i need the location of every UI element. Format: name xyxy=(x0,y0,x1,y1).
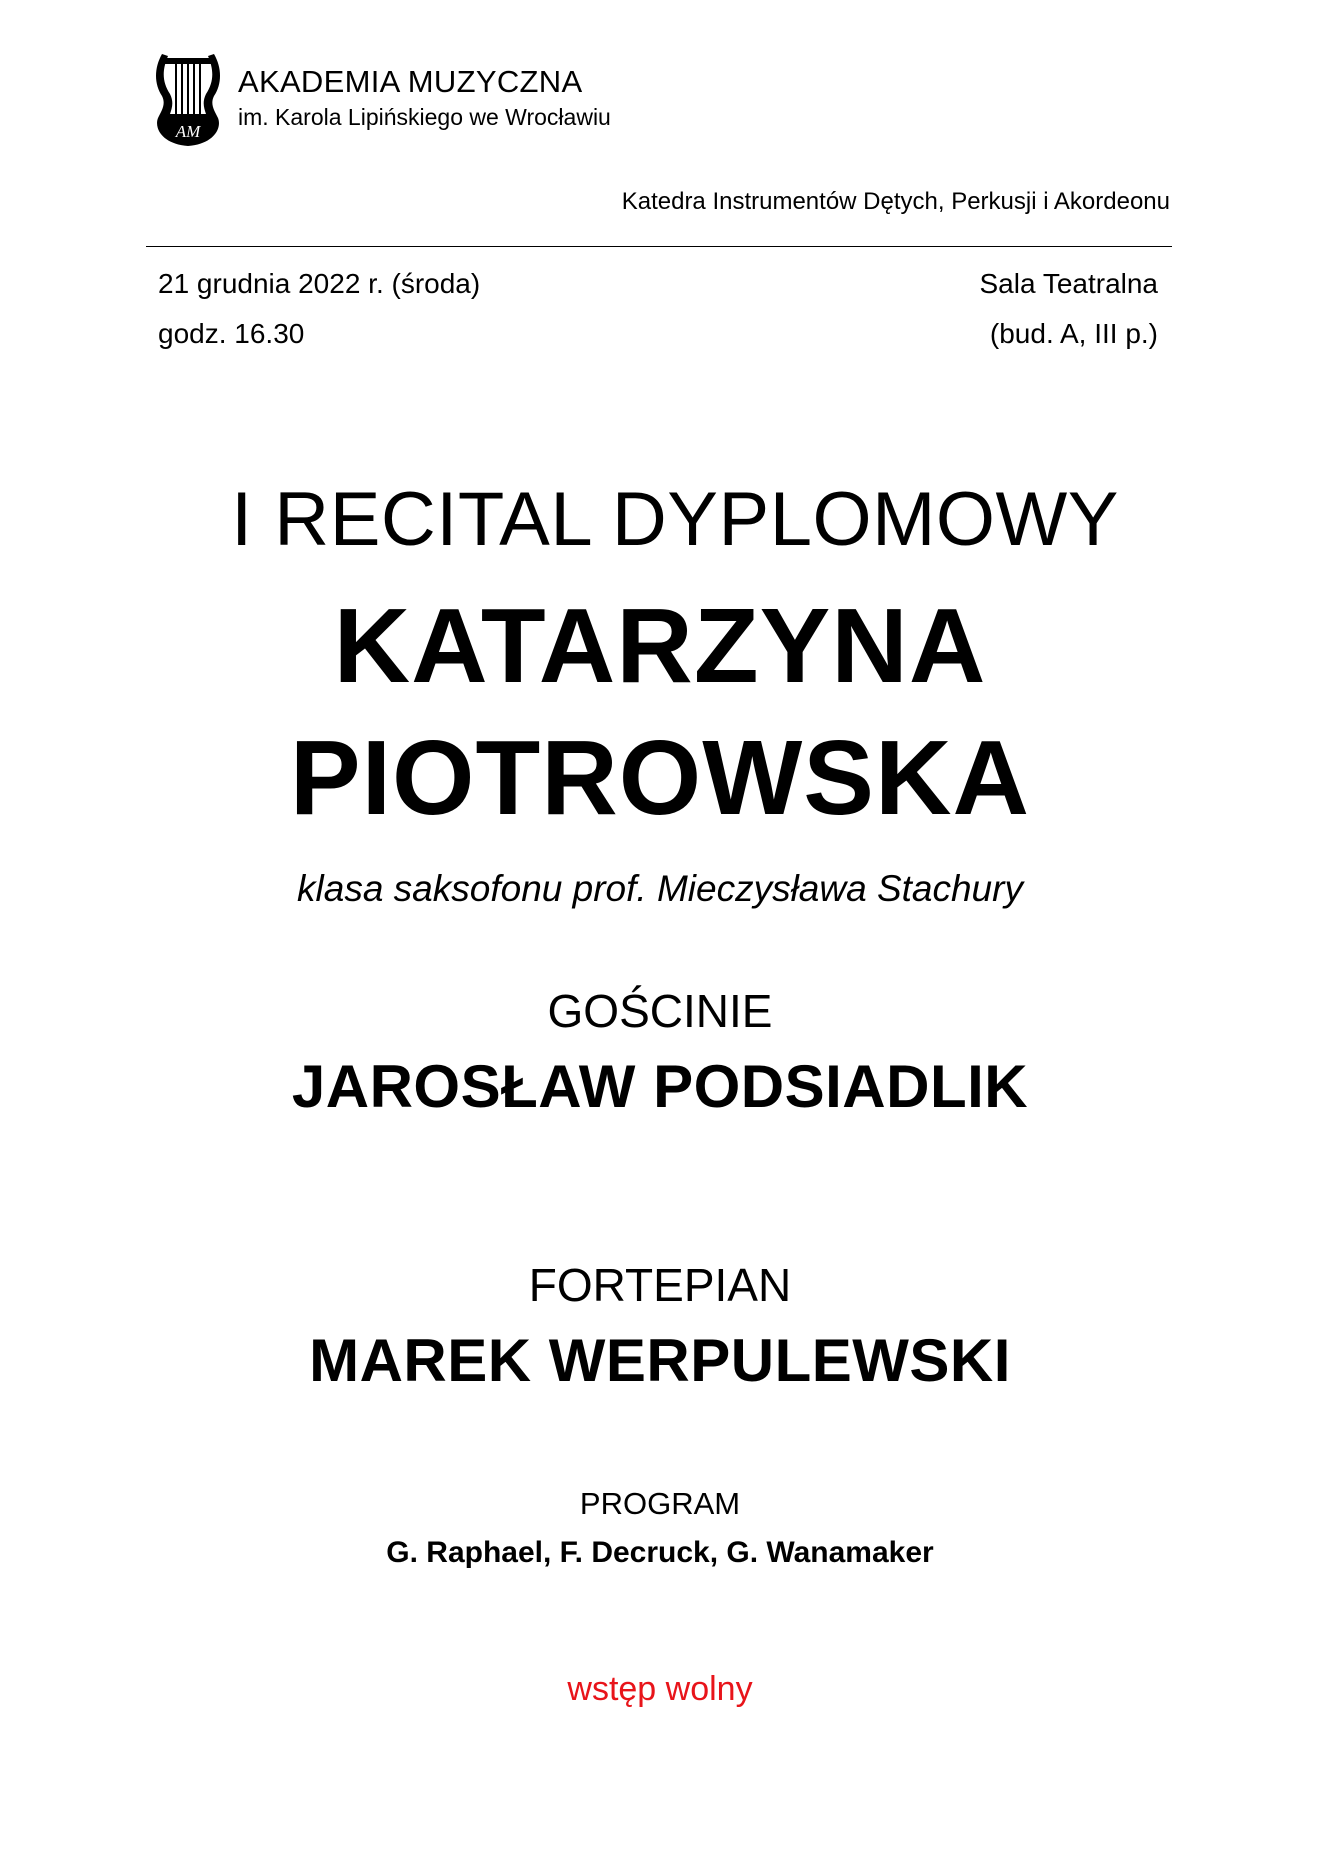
program-composers: G. Raphael, F. Decruck, G. Wanamaker xyxy=(386,1536,934,1569)
guest-name: JAROSŁAW PODSIADLIK xyxy=(291,1053,1029,1120)
guest-label: GOŚCINIE xyxy=(547,985,773,1037)
program-label: PROGRAM xyxy=(579,1486,741,1521)
event-venue-detail: (bud. A, III p.) xyxy=(989,318,1158,349)
admission-note: wstęp wolny xyxy=(567,1670,753,1708)
pianist-name: MAREK WERPULEWSKI xyxy=(309,1327,1011,1394)
event-time: godz. 16.30 xyxy=(158,318,305,349)
header-divider xyxy=(146,246,1172,247)
institution-subtitle: im. Karola Lipińskiego we Wrocławiu xyxy=(238,104,611,130)
department-name: Katedra Instrumentów Dętych, Perkusji i Akordeonu xyxy=(621,188,1170,215)
class-info: klasa saksofonu prof. Mieczysława Stachury xyxy=(297,868,1023,909)
event-venue: Sala Teatralna xyxy=(979,268,1158,299)
performer-last-name: PIOTROWSKA xyxy=(289,719,1031,837)
piano-label: FORTEPIAN xyxy=(528,1259,792,1311)
academy-logo xyxy=(152,48,224,150)
recital-title: I RECITAL DYPLOMOWY xyxy=(231,477,1119,562)
performer-first-name: KATARZYNA xyxy=(333,587,987,705)
logo-monogram: AM xyxy=(175,122,201,141)
institution-name: AKADEMIA MUZYCZNA xyxy=(238,64,583,99)
lyre-icon xyxy=(152,48,224,150)
event-date: 21 grudnia 2022 r. (środa) xyxy=(158,268,481,299)
